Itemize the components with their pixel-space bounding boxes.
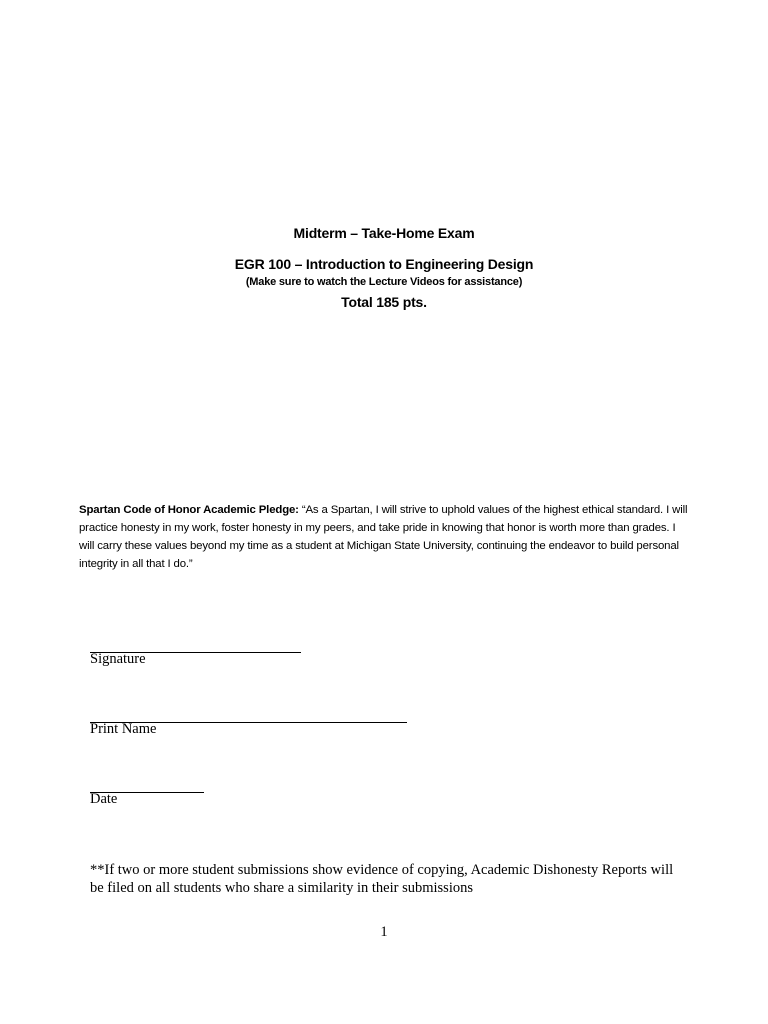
dishonesty-note: **If two or more student submissions show evidence of copying, Academic Dishonesty Reports will be filed on all students who share a similarity in their submissions bbox=[90, 862, 674, 896]
date-label: Date bbox=[90, 791, 118, 807]
honor-pledge bbox=[79, 501, 689, 573]
course-title: EGR 100 – Introduction to Engineering Design bbox=[234, 256, 534, 272]
honor-pledge-label: Spartan Code of Honor Academic Pledge: bbox=[79, 504, 299, 516]
signature-label: Signature bbox=[90, 651, 146, 667]
assistance-note: (Make sure to watch the Lecture Videos for assistance) bbox=[245, 276, 523, 288]
exam-title: Midterm – Take-Home Exam bbox=[293, 225, 475, 241]
page-number: 1 bbox=[380, 924, 388, 940]
total-points: Total 185 pts. bbox=[341, 294, 427, 310]
honor-pledge-text: “As a Spartan, I will strive to uphold values of the highest ethical standard. I will practice honesty in my work, foster honesty in my peers, and take pride in knowing that honor is worth more than grades. I will carry these values beyond my time as a student at Michigan State University, continuing the endeavor to build personal integrity in all that I do.” bbox=[79, 504, 688, 570]
print-name-label: Print Name bbox=[90, 721, 157, 737]
